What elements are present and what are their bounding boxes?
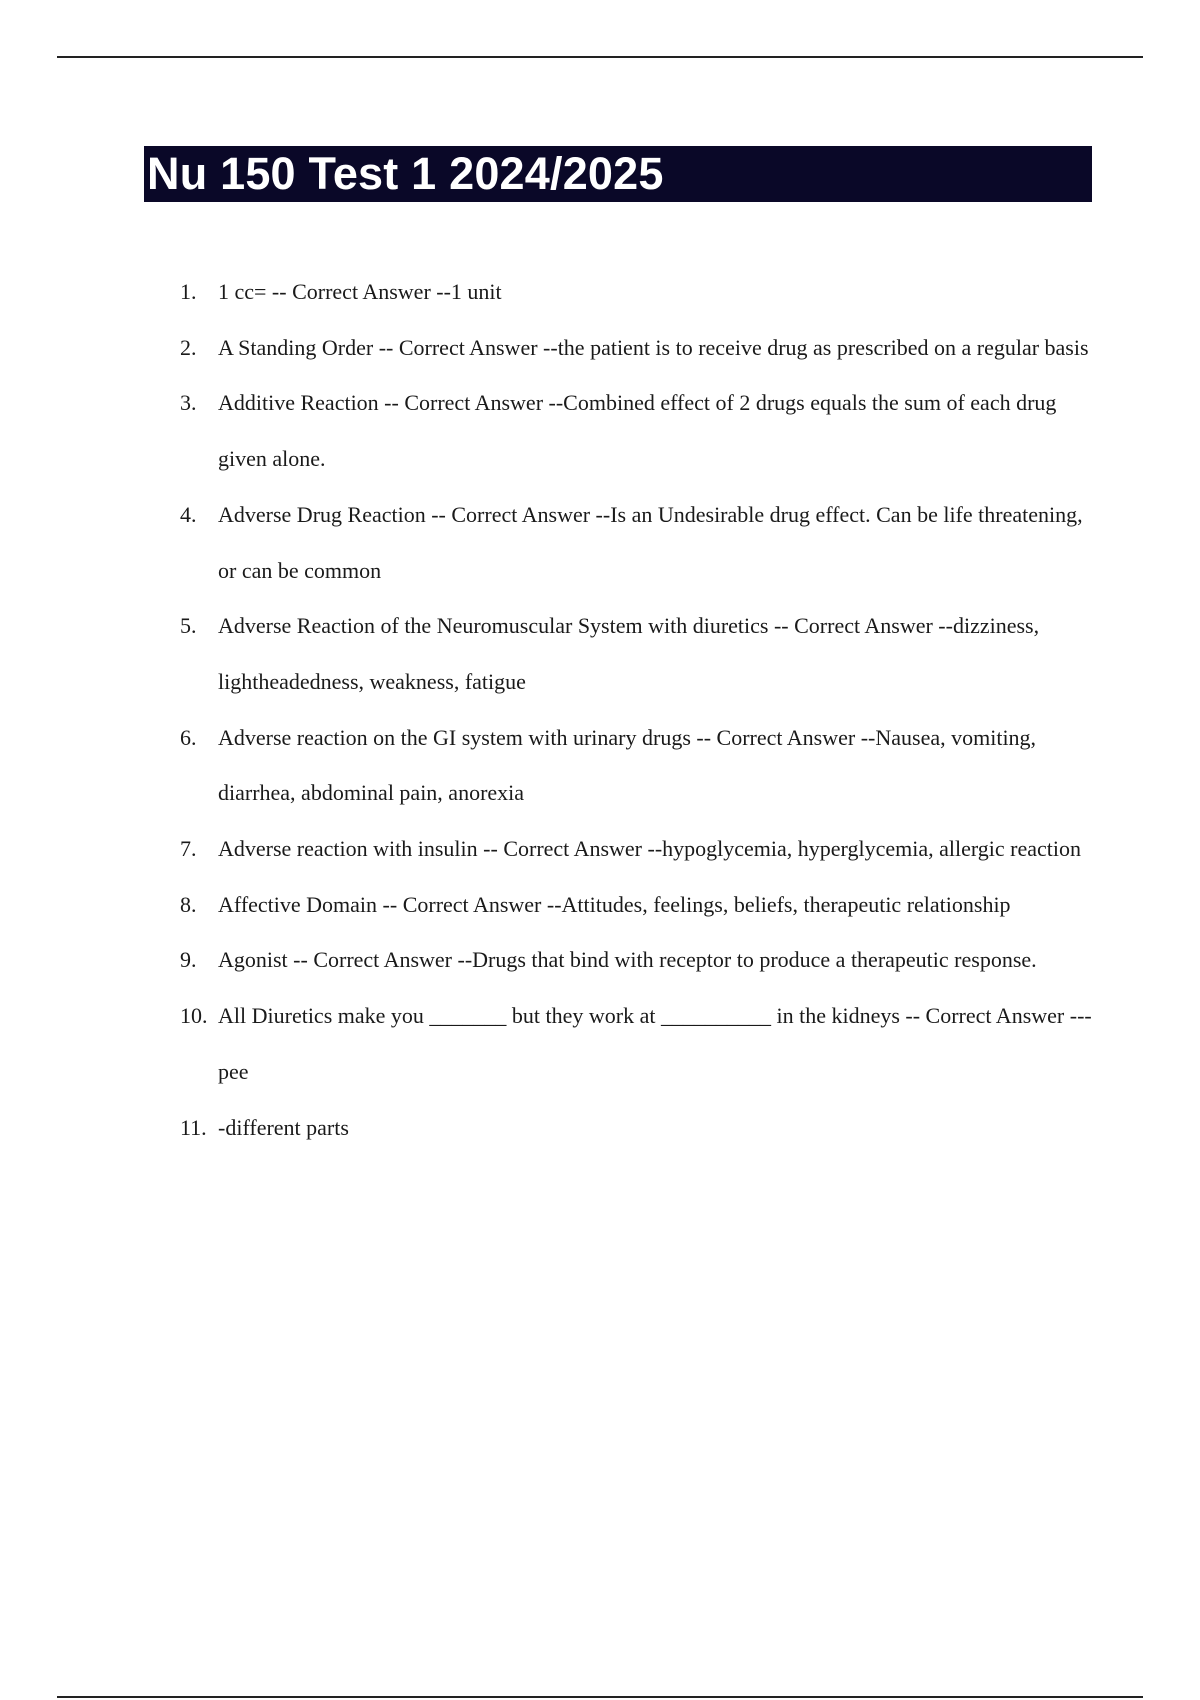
list-item: [180, 264, 1100, 320]
item-number: 9.: [180, 947, 197, 973]
item-number: 5.: [180, 613, 197, 639]
item-text: A Standing Order -- Correct Answer --the patient is to receive drug as prescribed on a regular basis: [218, 334, 1089, 360]
list-item: [180, 487, 1100, 598]
list-item: [180, 1100, 1100, 1156]
item-text: All Diuretics make you _______ but they work at __________ in the kidneys -- Correct Answer ---pee: [218, 1003, 1092, 1084]
item-number: 11.: [180, 1114, 207, 1140]
top-rule: [57, 56, 1143, 58]
item-number: 2.: [180, 334, 197, 360]
item-text: -different parts: [218, 1114, 349, 1140]
item-number: 6.: [180, 724, 197, 750]
list-item: [180, 821, 1100, 877]
list-item: [180, 877, 1100, 933]
item-number: 8.: [180, 891, 197, 917]
item-text: Adverse reaction on the GI system with urinary drugs -- Correct Answer --Nausea, vomiting, diarrhea, abdominal pain, anorexia: [218, 724, 1037, 806]
item-text: Affective Domain -- Correct Answer --Attitudes, feelings, beliefs, therapeutic relationship: [218, 891, 1011, 917]
item-number: 4.: [180, 501, 197, 527]
item-text: Agonist -- Correct Answer --Drugs that bind with receptor to produce a therapeutic response.: [218, 947, 1037, 973]
qa-list: [180, 264, 1100, 1155]
list-item: [180, 710, 1100, 821]
list-item: [180, 988, 1100, 1099]
item-number: 7.: [180, 836, 197, 862]
list-item: [180, 375, 1100, 486]
item-number: 1.: [180, 279, 197, 304]
bottom-rule: [57, 1696, 1143, 1698]
item-number: 3.: [180, 390, 197, 416]
item-text: 1 cc= -- Correct Answer --1 unit: [218, 279, 502, 304]
item-text: Adverse Drug Reaction -- Correct Answer --Is an Undesirable drug effect. Can be life threatening, or can be common: [218, 501, 1083, 583]
item-number: 10.: [180, 1003, 208, 1029]
item-text: Adverse Reaction of the Neuromuscular System with diuretics -- Correct Answer --dizziness, lightheadedness, weakness, fatigue: [218, 613, 1040, 694]
list-item: [180, 320, 1100, 376]
document-title: Nu 150 Test 1 2024/2025: [147, 148, 664, 199]
list-item: [180, 598, 1100, 709]
title-banner: [144, 146, 1092, 202]
item-text: Additive Reaction -- Correct Answer --Combined effect of 2 drugs equals the sum of each drug given alone.: [218, 390, 1057, 472]
item-text: Adverse reaction with insulin -- Correct Answer --hypoglycemia, hyperglycemia, allergic reaction: [218, 836, 1082, 862]
list-item: [180, 932, 1100, 988]
